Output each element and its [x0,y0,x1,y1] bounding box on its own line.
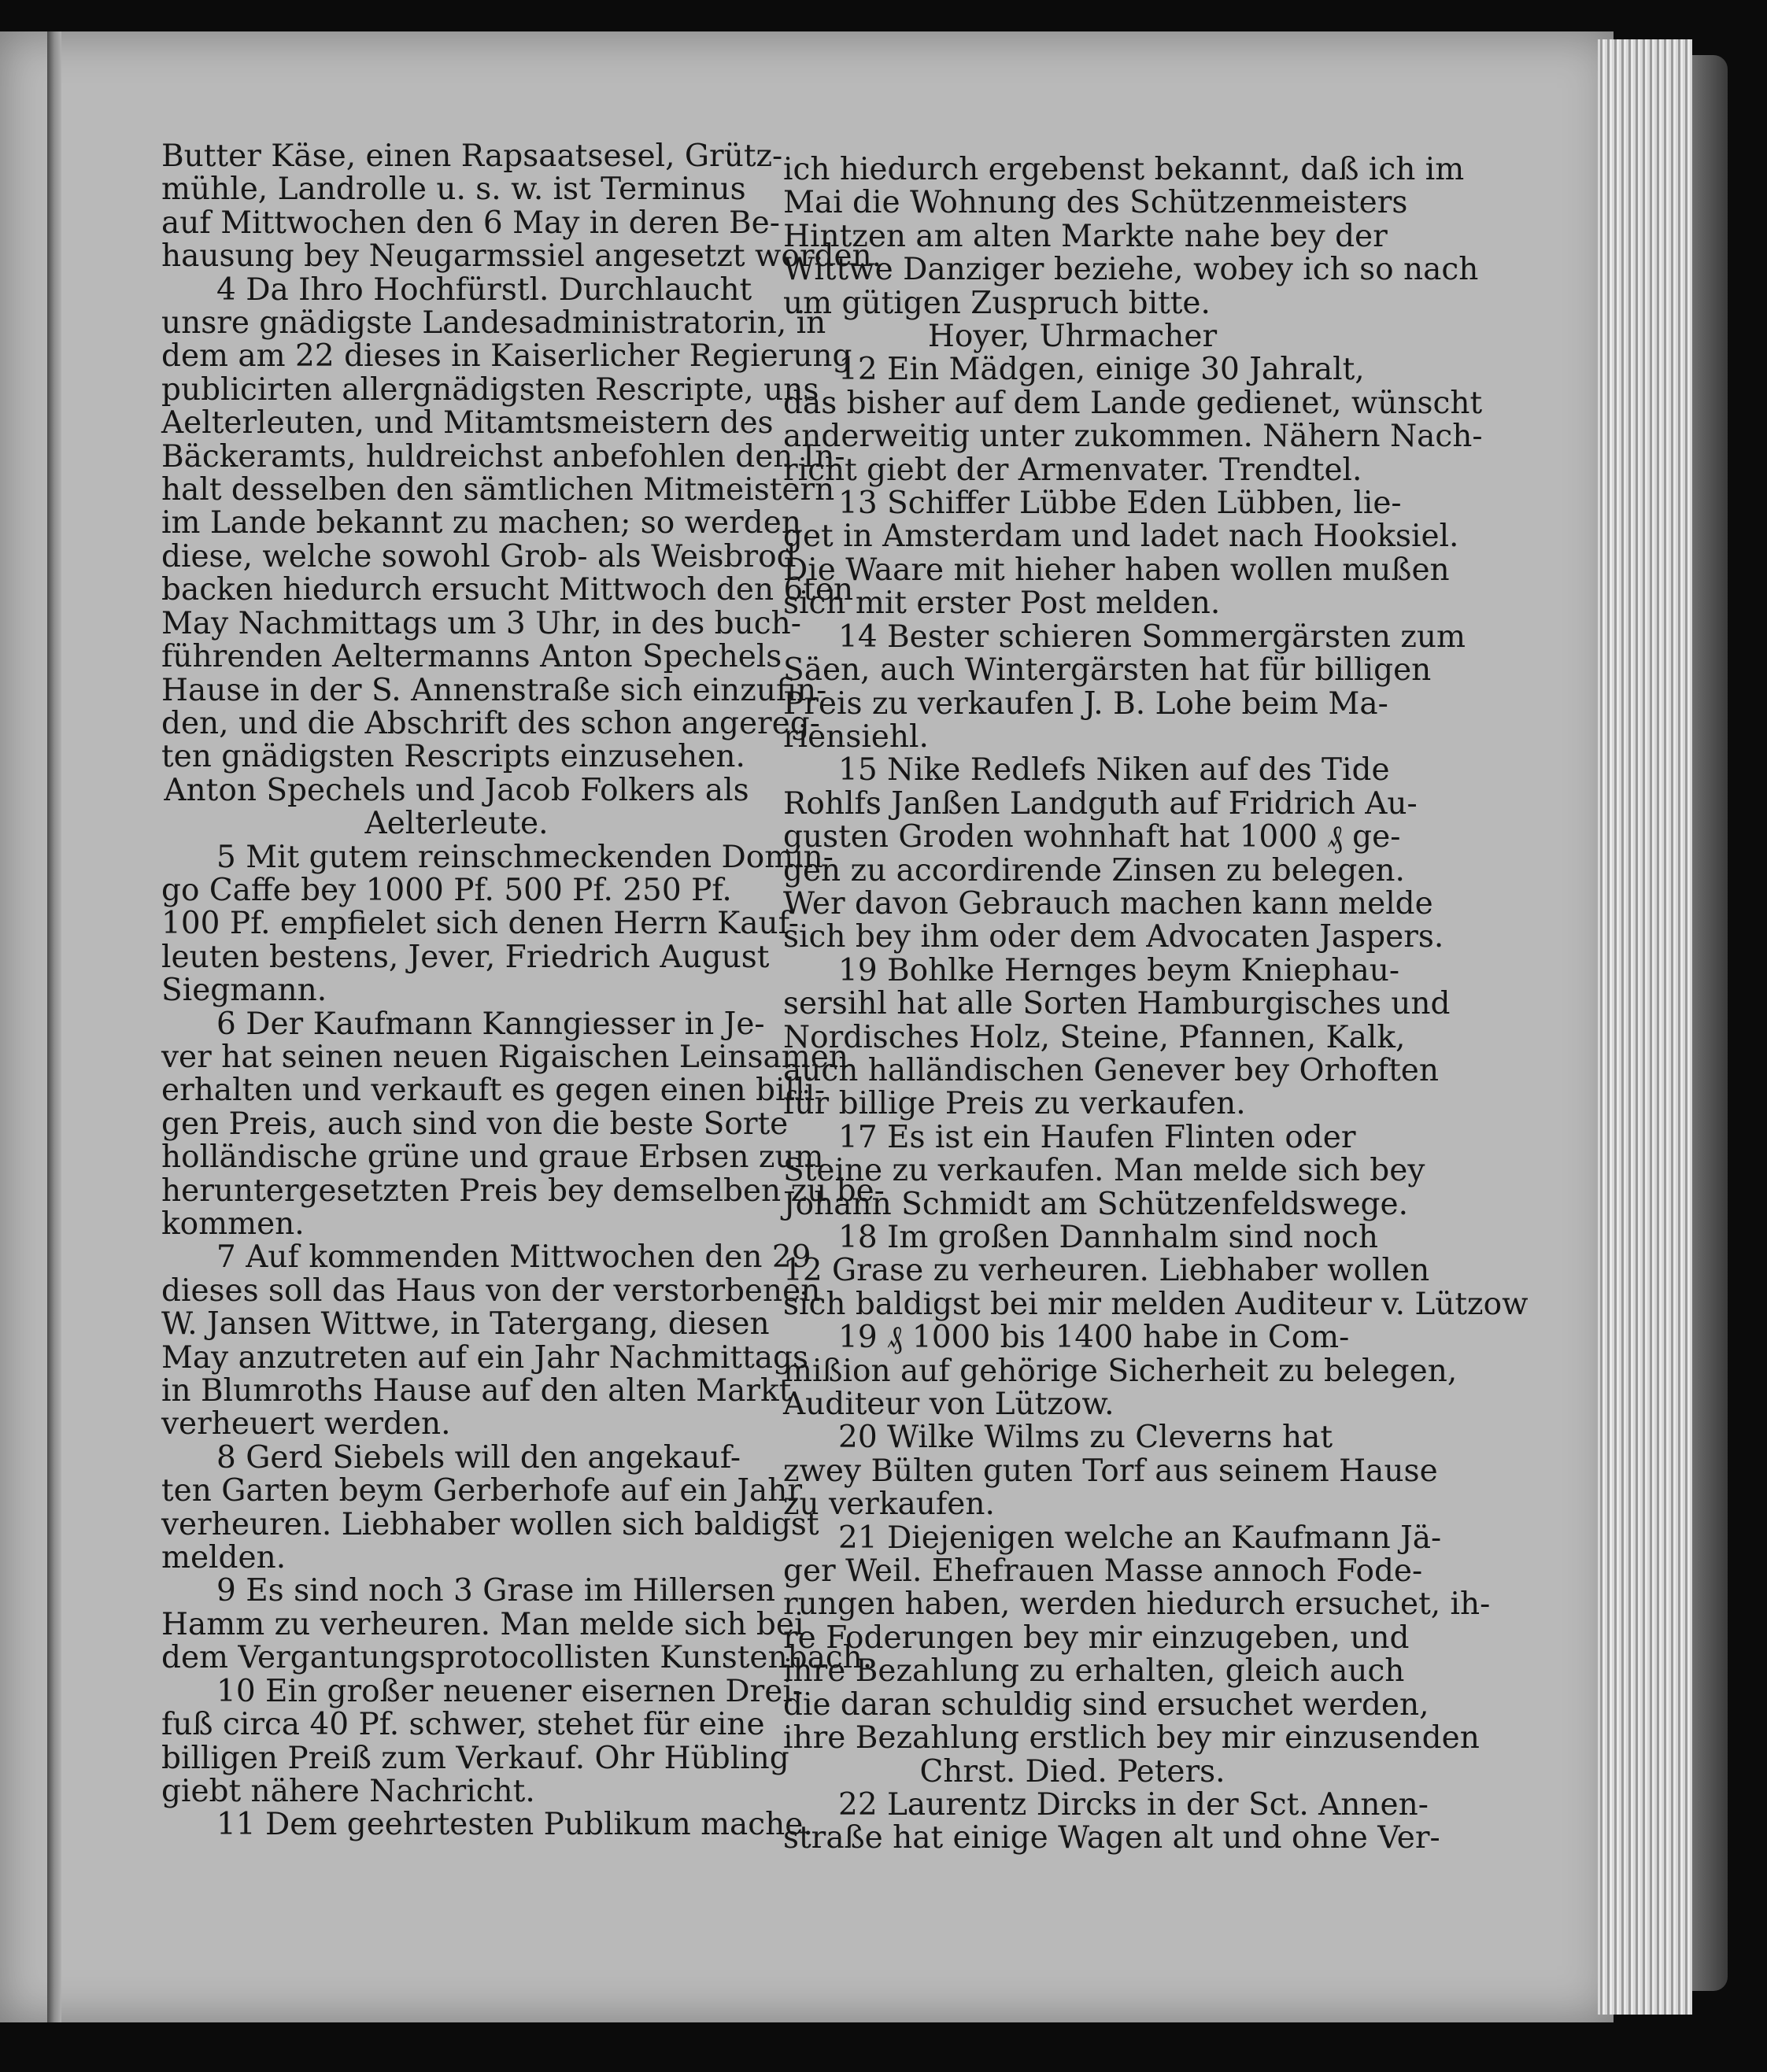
text-line: backen hiedurch ersucht Mittwoch den 6ten [161,572,854,608]
text-line: 17 Es ist ein Haufen Flinten oder [838,1119,1356,1155]
text-line: dem am 22 dieses in Kaiserlicher Regierung [161,338,852,375]
text-line: 4 Da Ihro Hochfürstl. Durchlaucht [216,271,752,308]
text-line: für billige Preis zu verkaufen. [783,1086,1246,1122]
page-stack-edge [1598,39,1692,2015]
text-line: sich bey ihm oder dem Advocaten Jaspers. [783,919,1444,955]
text-line: straße hat einige Wagen alt und ohne Ver- [783,1820,1440,1856]
text-line: Säen, auch Wintergärsten hat für billigen [783,652,1432,689]
text-line: Hintzen am alten Markte nahe bey der [783,218,1388,254]
text-line: um gütigen Zuspruch bitte. [783,285,1211,321]
text-line: gen Preis, auch sind von die beste Sorte [161,1106,789,1142]
text-line: Nordisches Holz, Steine, Pfannen, Kalk, [783,1019,1406,1055]
text-line: 18 Im großen Dannhalm sind noch [838,1220,1379,1255]
text-line: das bisher auf dem Lande gedienet, wünscht [783,385,1483,421]
text-line: Hause in der S. Annenstraße sich einzufin- [161,672,827,708]
text-line: riensiehl. [783,718,929,755]
text-line: verheuren. Liebhaber wollen sich baldigst [161,1506,819,1542]
text-line: mühle, Landrolle u. s. w. ist Terminus [161,172,746,208]
text-line: Aelterleuten, und Mitamtsmeistern des [161,405,774,441]
text-line: sich baldigst bei mir melden Auditeur v. Lützow [783,1286,1529,1322]
text-line: ger Weil. Ehefrauen Masse annoch Fode- [783,1553,1423,1590]
text-line: diese, welche sowohl Grob- als Weisbrod [161,538,797,574]
right-text-column [783,152,1529,1856]
text-line: die daran schuldig sind ersuchet werden, [783,1686,1429,1723]
text-line: ten Garten beym Gerberhofe auf ein Jahr [161,1473,803,1509]
text-line: dieses soll das Haus von der verstorbenen [161,1272,821,1309]
text-line: melden. [161,1540,286,1576]
text-line: richt giebt der Armenvater. Trendtel. [783,452,1362,488]
text-line: Johann Schmidt am Schützenfeldswege. [783,1186,1408,1222]
text-line: holländische grüne und graue Erbsen zum [161,1139,824,1176]
book-cover-edge [1692,55,1728,1991]
text-line: führenden Aeltermanns Anton Spechels [161,639,782,675]
text-line: dem Vergantungsprotocollisten Kunstenbach. [161,1640,873,1676]
text-line: billigen Preiß zum Verkauf. Ohr Hübling [161,1740,789,1776]
text-line: auf Mittwochen den 6 May in deren Be- [161,205,780,241]
signature-line: Chrst. Died. Peters. [919,1753,1225,1789]
text-line: 19 Bohlke Hernges beym Kniephau- [838,952,1400,988]
text-line: im Lande bekannt zu machen; so werden [161,505,801,541]
text-line: gen zu accordirende Zinsen zu belegen. [783,852,1405,888]
text-line: den, und die Abschrift des schon angereg- [161,705,820,741]
text-line: Wer davon Gebrauch machen kann melde [783,885,1433,922]
text-line: re Foderungen bey mir einzugeben, und [783,1620,1410,1656]
text-line: ten gnädigsten Rescripts einzusehen. [161,739,745,775]
text-line: Die Waare mit hieher haben wollen mußen [783,552,1450,588]
text-line: W. Jansen Wittwe, in Tatergang, diesen [161,1306,770,1343]
text-line: anderweitig unter zukommen. Nähern Nach- [783,419,1483,455]
text-line: hausung bey Neugarmssiel angesetzt worden. [161,238,882,275]
text-line: 14 Bester schieren Sommergärsten zum [838,619,1466,655]
text-line: Steine zu verkaufen. Man melde sich bey [783,1153,1425,1189]
signature-line: Aelterleute. [364,806,549,842]
text-line: sich mit erster Post melden. [783,585,1221,622]
text-line: auch halländischen Genever bey Orhoften [783,1052,1439,1088]
text-line: go Caffe bey 1000 Pf. 500 Pf. 250 Pf. [161,872,732,908]
text-line: get in Amsterdam und ladet nach Hooksiel. [783,519,1459,555]
text-line: 13 Schiffer Lübbe Eden Lübben, lie- [838,486,1402,522]
text-line: Siegmann. [161,973,327,1009]
text-line: Auditeur von Lützow. [783,1387,1115,1423]
text-line: 21 Diejenigen welche an Kaufmann Jä- [838,1520,1442,1556]
text-line: 100 Pf. empfielet sich denen Herrn Kauf- [161,906,799,942]
text-line: 20 Wilke Wilms zu Cleverns hat [838,1420,1333,1456]
text-line: sersihl hat alle Sorten Hamburgisches und [783,986,1451,1022]
text-line: publicirten allergnädigsten Rescripte, uns [161,371,819,408]
text-line: leuten bestens, Jever, Friedrich August [161,939,770,975]
text-line: Hamm zu verheuren. Man melde sich bei [161,1606,804,1642]
text-line: in Blumroths Hause auf den alten Markt [161,1373,792,1409]
text-line: erhalten und verkauft es gegen einen billi- [161,1073,826,1109]
text-line: ihre Bezahlung zu erhalten, gleich auch [783,1653,1405,1690]
text-line: Butter Käse, einen Rapsaatsesel, Grütz- [161,139,783,174]
text-line: verheuert werden. [161,1406,451,1442]
text-line: 11 Dem geehrtesten Publikum mache. [216,1807,813,1843]
text-line: May anzutreten auf ein Jahr Nachmittags [161,1339,808,1376]
text-line: mißion auf gehörige Sicherheit zu belegen, [783,1353,1458,1389]
text-line: Bäckeramts, huldreichst anbefohlen den In- [161,438,845,475]
text-line: 6 Der Kaufmann Kanngiesser in Je- [216,1006,765,1042]
text-line: 8 Gerd Siebels will den angekauf- [216,1439,741,1476]
text-line: halt desselben den sämtlichen Mitmeistern [161,472,835,508]
text-line: 9 Es sind noch 3 Grase im Hillersen [216,1573,775,1609]
text-line: Rohlfs Janßen Landguth auf Fridrich Au- [783,785,1418,822]
text-line: May Nachmittags um 3 Uhr, in des buch- [161,605,801,641]
page-gutter [47,31,61,2022]
text-line: ihre Bezahlung erstlich bey mir einzusenden [783,1720,1480,1756]
text-line: giebt nähere Nachricht. [161,1773,535,1809]
text-line: heruntergesetzten Preis bey demselben zu be- [161,1173,885,1209]
text-line: zwey Bülten guten Torf aus seinem Hause [783,1453,1438,1489]
text-line: rungen haben, werden hiedurch ersuchet, ih- [783,1586,1491,1623]
text-line: 19 ₰ 1000 bis 1400 habe in Com- [838,1320,1350,1356]
text-line: ver hat seinen neuen Rigaischen Leinsamen [161,1039,848,1075]
text-line: 5 Mit gutem reinschmeckenden Domin- [216,839,834,875]
text-line: fuß circa 40 Pf. schwer, stehet für eine [161,1707,765,1743]
text-line: Mai die Wohnung des Schützenmeisters [783,185,1408,221]
text-line: 7 Auf kommenden Mittwochen den 29 [216,1239,811,1276]
text-line: 12 Ein Mädgen, einige 30 Jahralt, [838,352,1365,388]
text-line: unsre gnädigste Landesadministratorin, in [161,305,826,342]
signature-line: Anton Spechels und Jacob Folkers als [164,772,749,808]
text-line: 12 Grase zu verheuren. Liebhaber wollen [783,1253,1430,1289]
text-line: Preis zu verkaufen J. B. Lohe beim Ma- [783,685,1388,722]
text-line: 15 Nike Redlefs Niken auf des Tide [838,752,1390,789]
text-line: kommen. [161,1206,305,1242]
text-line: zu verkaufen. [783,1487,995,1523]
signature-line: Hoyer, Uhrmacher [927,319,1218,355]
text-line: ich hiedurch ergebenst bekannt, daß ich im [783,152,1465,187]
text-line: gusten Groden wohnhaft hat 1000 ₰ ge- [783,819,1401,855]
text-line: 22 Laurentz Dircks in der Sct. Annen- [838,1786,1429,1823]
text-line: 10 Ein großer neuener eisernen Drei- [216,1673,804,1709]
text-line: Wittwe Danziger beziehe, wobey ich so nach [783,252,1479,288]
